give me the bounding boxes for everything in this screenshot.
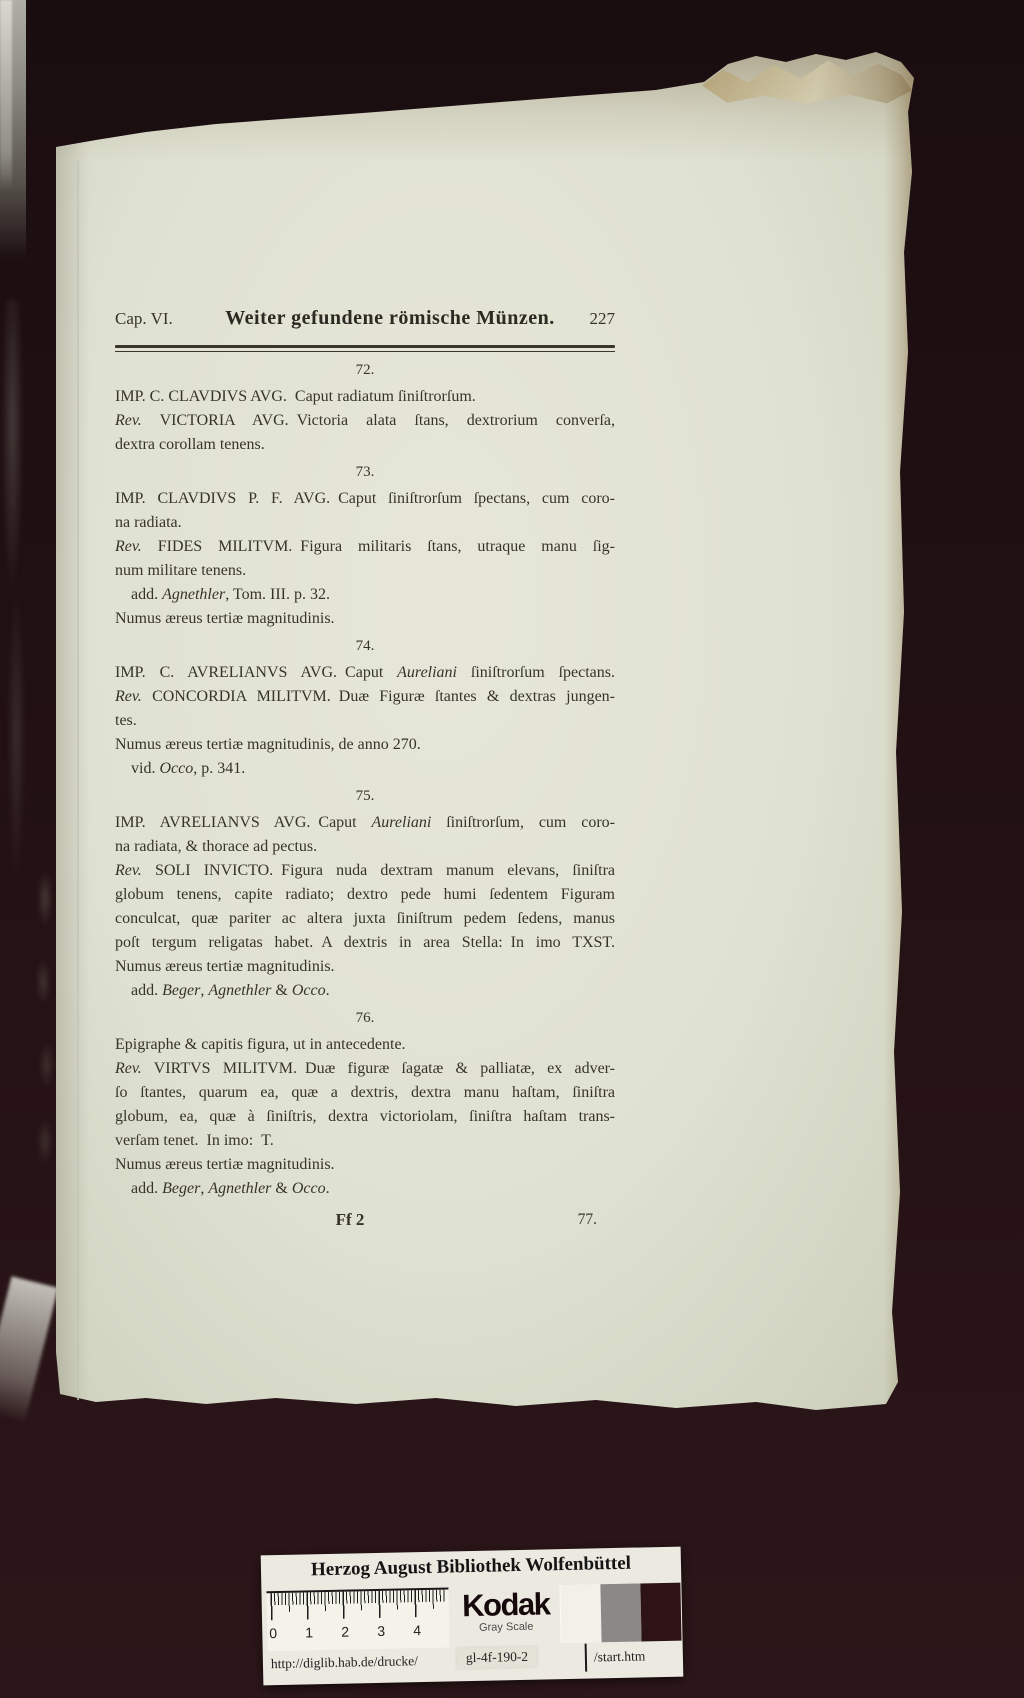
page-title: Weiter gefundene römische Münzen. xyxy=(225,307,555,329)
text-segment: Beger xyxy=(162,982,201,999)
text-segment: add. xyxy=(131,586,163,603)
text-segment: Aureliani xyxy=(371,814,432,831)
text-segment: Beger xyxy=(162,1180,201,1197)
entries xyxy=(115,358,615,1201)
entry-number: 74. xyxy=(355,638,375,654)
library-label xyxy=(261,1547,684,1686)
text-line xyxy=(115,811,615,835)
page-gutter-shading xyxy=(56,52,90,1418)
text-segment: , Tom. III. p. 32. xyxy=(225,586,330,603)
ruler-number: 4 xyxy=(413,1622,422,1639)
text-segment: Aureliani xyxy=(397,664,457,681)
page-number: 227 xyxy=(589,309,615,328)
page-stack-wisp xyxy=(2,300,28,920)
text-segment: Numus æreus tertiæ magnitudinis. xyxy=(115,1156,335,1173)
text-segment: Numus æreus tertiæ magnitudinis. xyxy=(115,610,335,627)
printed-text-block xyxy=(115,305,615,1233)
text-segment: VIRTVS MILITVM. Duæ figuræ ſagatæ & palliatæ, ex adver- xyxy=(141,1060,615,1077)
text-segment: CONCORDIA MILITVM. Duæ Figuræ ſtantes & dextras jungen- xyxy=(141,688,615,705)
entry-number: 72. xyxy=(355,362,375,378)
entry-number: 75. xyxy=(355,788,375,804)
text-segment: na radiata. xyxy=(115,514,182,531)
ruler xyxy=(266,1587,449,1651)
text-segment: Rev. xyxy=(115,862,142,879)
text-segment: globum tenens, capite radiato; dextro pede humi ſedentem Figuram xyxy=(115,886,615,903)
text-line xyxy=(115,1081,615,1105)
text-segment: Occo xyxy=(291,982,326,999)
header-rule-thin xyxy=(115,351,615,352)
text-segment: Occo xyxy=(291,1180,326,1197)
entry-number: 73. xyxy=(355,464,375,480)
text-line xyxy=(115,907,615,931)
text-line xyxy=(115,511,615,535)
text-segment: Epigraphe & capitis figura, ut in antecedente. xyxy=(115,1036,406,1053)
underlying-page-edge xyxy=(77,160,79,1400)
text-segment: vid. xyxy=(131,760,160,777)
text-segment: ſo ſtantes, quarum ea, quæ a dextris, dextra manu haſtam, ſiniſtra xyxy=(115,1084,615,1101)
text-segment: & xyxy=(271,1180,292,1197)
text-segment: SOLI INVICTO. Figura nuda dextram manum elevans, ſiniſtra xyxy=(141,862,615,879)
text-segment: conculcat, quæ pariter ac altera juxta ſiniſtrum pedem ſedens, manus xyxy=(115,910,615,927)
text-segment: IMP. C. CLAVDIVS AVG. Caput radiatum ſiniſtrorſum. xyxy=(115,388,476,405)
text-segment: IMP. AVRELIANVS AVG. Caput xyxy=(115,814,372,831)
text-line xyxy=(115,1105,615,1129)
catchword: 77. xyxy=(577,1211,597,1228)
running-header xyxy=(115,305,615,332)
text-segment: add. xyxy=(131,982,163,999)
text-line xyxy=(115,661,615,685)
ruler-number: 1 xyxy=(305,1624,314,1641)
text-line xyxy=(115,1129,615,1153)
text-segment: Rev. xyxy=(115,412,142,429)
gray-scale-patches xyxy=(559,1583,681,1644)
text-line xyxy=(115,883,615,907)
shelfmark: gl-4f-190-2 xyxy=(457,1647,538,1669)
text-segment: add. xyxy=(131,1180,163,1197)
text-segment: verſam tenet. In imo: T. xyxy=(115,1132,274,1149)
text-segment: Occo xyxy=(159,760,194,777)
kodak-logo: Kodak xyxy=(461,1586,550,1624)
text-segment: , xyxy=(200,1180,209,1197)
text-segment: IMP. C. AVRELIANVS AVG. Caput xyxy=(115,664,398,681)
text-line xyxy=(115,433,615,457)
text-segment: , xyxy=(200,982,209,999)
paper-edge-wisp xyxy=(0,1276,58,1423)
start-link-text: /start.htm xyxy=(593,1648,646,1665)
text-line xyxy=(115,733,615,757)
text-segment: dextra corollam tenens. xyxy=(115,436,265,453)
text-segment: ſiniſtrorſum ſpectans. xyxy=(457,664,615,681)
ruler-number: 3 xyxy=(377,1622,386,1639)
text-line xyxy=(115,685,615,709)
signature-row xyxy=(115,1207,615,1233)
text-segment: Agnethler xyxy=(162,586,226,603)
text-line xyxy=(115,409,615,433)
text-segment: IMP. CLAVDIVS P. F. AVG. Caput ſiniſtrorſum ſpectans, cum coro- xyxy=(115,490,615,507)
text-line xyxy=(115,709,615,733)
ruler-number: 0 xyxy=(269,1625,278,1642)
ruler-major-ticks xyxy=(270,1590,447,1621)
text-line xyxy=(115,1177,615,1201)
text-line xyxy=(115,487,615,511)
text-segment: poſt tergum religatas habet. A dextris in area Stella: In imo TXST. xyxy=(115,934,615,951)
text-segment: Rev. xyxy=(115,688,142,705)
gray-scale-patch xyxy=(560,1584,601,1643)
header-rule-thick xyxy=(115,345,615,348)
text-line xyxy=(115,955,615,979)
library-name: Herzog August Bibliothek Wolfenbüttel xyxy=(310,1552,632,1581)
text-segment: FIDES MILITVM. Figura militaris ſtans, utraque manu ſig- xyxy=(141,538,615,555)
ruler-number: 2 xyxy=(341,1623,350,1640)
text-line xyxy=(115,607,615,631)
text-segment: . xyxy=(325,1180,330,1197)
text-segment: Rev. xyxy=(115,538,142,555)
text-line xyxy=(115,583,615,607)
label-divider xyxy=(585,1644,588,1672)
text-segment: Agnethler xyxy=(208,982,272,999)
text-segment: Agnethler xyxy=(208,1180,272,1197)
text-segment: . xyxy=(325,982,330,999)
text-line xyxy=(115,931,615,955)
text-segment: Numus æreus tertiæ magnitudinis. xyxy=(115,958,335,975)
page-edge-shading-top xyxy=(56,52,918,162)
glass-glare xyxy=(0,0,12,190)
chapter-label: Cap. VI. xyxy=(115,309,173,328)
text-segment: tes. xyxy=(115,712,137,729)
text-segment: & xyxy=(271,982,292,999)
gray-scale-patch xyxy=(640,1583,681,1642)
digitization-url: http://diglib.hab.de/drucke/ xyxy=(270,1653,419,1672)
gray-scale-caption: Gray Scale xyxy=(478,1620,534,1634)
text-segment: na radiata, & thorace ad pectus. xyxy=(115,838,318,855)
text-line xyxy=(115,835,615,859)
text-line xyxy=(115,385,615,409)
text-line xyxy=(115,859,615,883)
text-line xyxy=(115,535,615,559)
text-line xyxy=(115,559,615,583)
gray-scale-patch xyxy=(600,1583,641,1642)
text-segment: globum, ea, quæ à ſiniſtris, dextra victoriolam, ſiniſtra haſtam trans- xyxy=(115,1108,615,1125)
text-line xyxy=(115,979,615,1003)
text-segment: VICTORIA AVG. Victoria alata ſtans, dextrorium converſa, xyxy=(141,412,615,429)
text-segment: num militare tenens. xyxy=(115,562,247,579)
entry-number: 76. xyxy=(355,1010,375,1026)
text-line xyxy=(115,1033,615,1057)
kodak-block xyxy=(455,1586,556,1634)
text-segment: Numus æreus tertiæ magnitudinis, de anno 270. xyxy=(115,736,421,753)
text-segment: , p. 341. xyxy=(193,760,246,777)
signature-mark: Ff 2 xyxy=(335,1210,365,1229)
text-line xyxy=(115,1057,615,1081)
text-line xyxy=(115,1153,615,1177)
header-rule xyxy=(115,345,615,352)
page-edge-shading-right xyxy=(884,52,918,1418)
text-segment: ſiniſtrorſum, cum coro- xyxy=(431,814,616,831)
text-segment: Rev. xyxy=(115,1060,142,1077)
text-line xyxy=(115,757,615,781)
